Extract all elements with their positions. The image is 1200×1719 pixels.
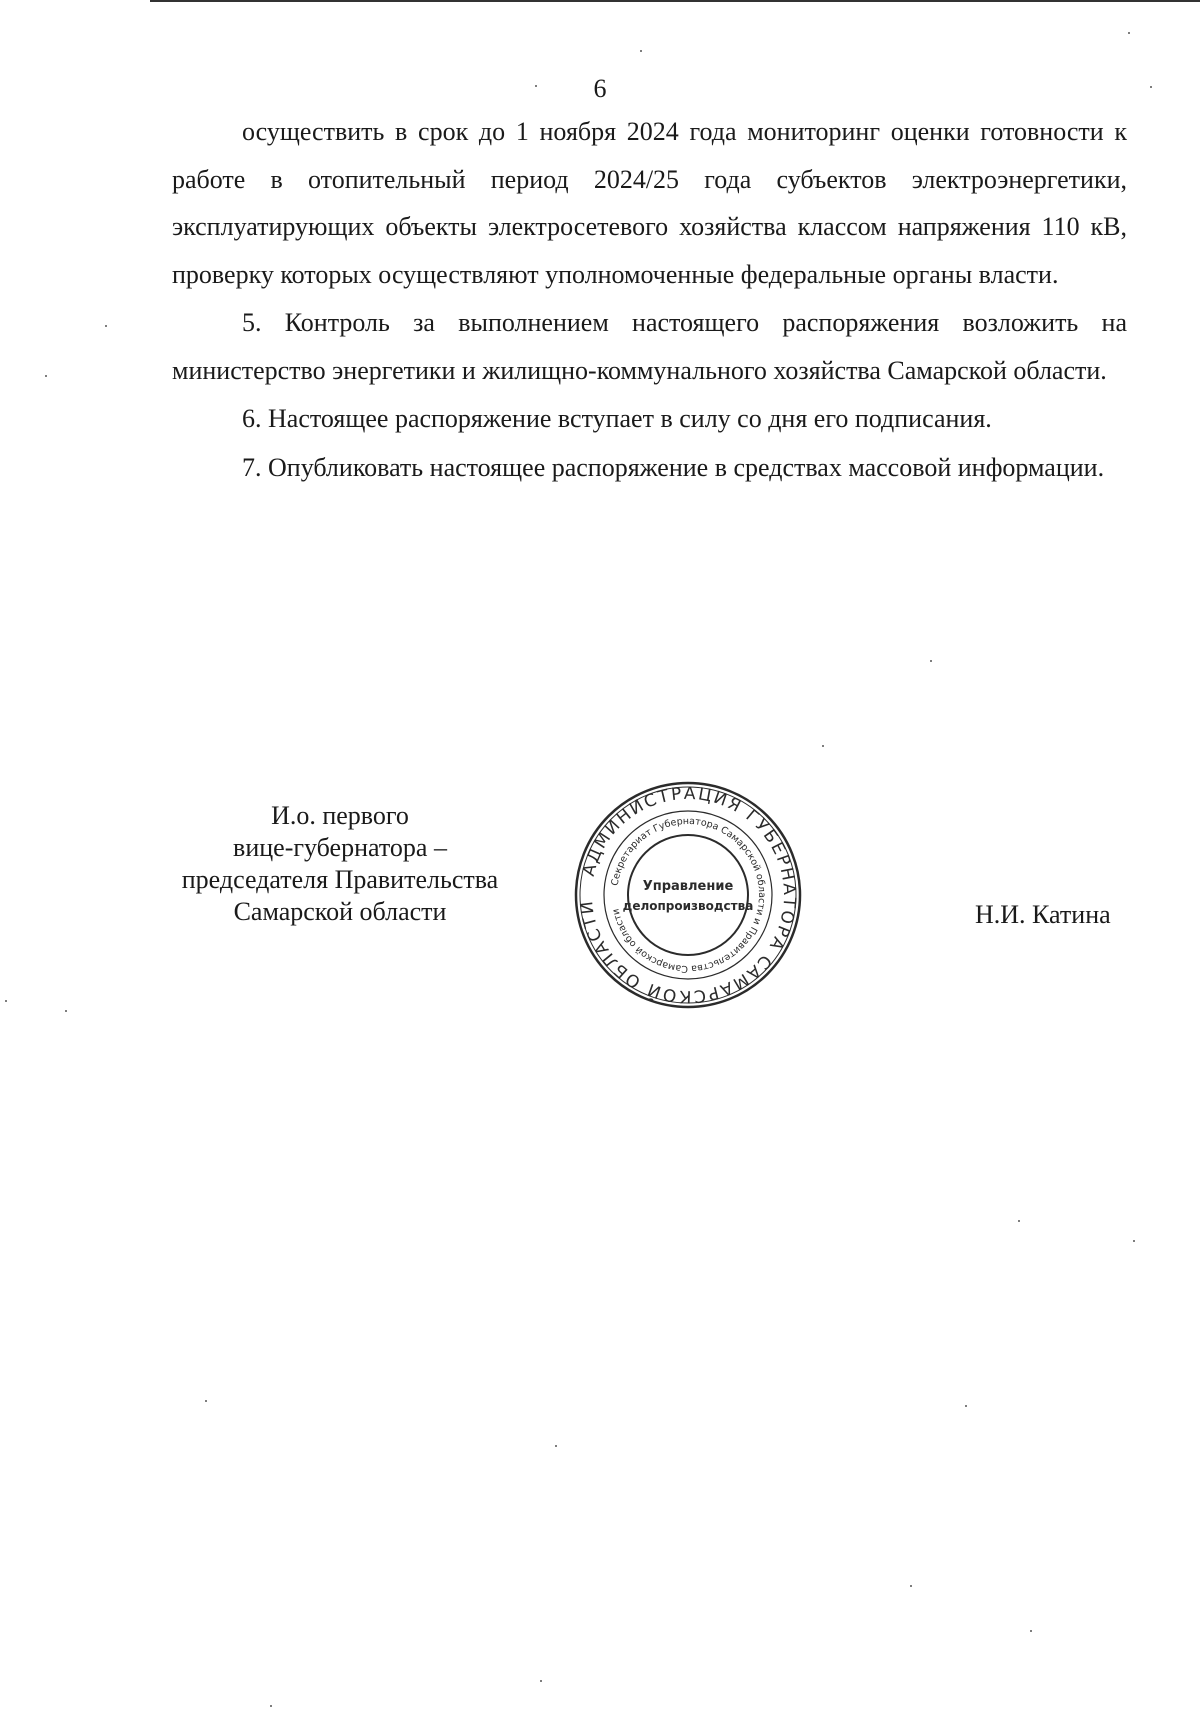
scan-speck: [555, 1445, 557, 1447]
scan-speck: [270, 1705, 272, 1707]
scan-speck: [1018, 1220, 1020, 1222]
scan-speck: [1128, 32, 1130, 34]
scan-speck: [535, 85, 537, 87]
scan-speck: [1133, 1240, 1135, 1242]
signatory-position: [150, 800, 530, 928]
seal-middle-ring: [604, 811, 772, 979]
scan-speck: [640, 50, 642, 52]
scan-speck: [910, 1585, 912, 1587]
svg-text:Секретариат Губернатора Самарс: [610, 816, 767, 974]
seal-outer-text: АДМИНИСТРАЦИЯ ГУБЕРНАТОРА САМАРСКОЙ ОБЛАСТИ: [576, 783, 800, 1007]
scan-speck: [930, 660, 932, 662]
paragraph-publication: 7. Опубликовать настоящее распоряжение в средствах массовой информации.: [242, 452, 1105, 482]
seal-center-line: Управление: [642, 879, 734, 894]
position-line: Самарской области: [233, 897, 447, 926]
signer-name: Н.И. Катина: [975, 900, 1111, 929]
scan-speck: [1030, 1630, 1032, 1632]
scan-speck: [540, 1680, 542, 1682]
scan-speck: [205, 1400, 207, 1402]
seal-inner-ring: [628, 835, 748, 955]
seal-center-line: делопроизводства: [622, 899, 754, 913]
document-body: [172, 108, 1127, 492]
scan-speck: [1150, 86, 1152, 88]
official-seal: [573, 780, 803, 1010]
paragraph-effective-date: 6. Настоящее распоряжение вступает в силу со дня его подписания.: [242, 404, 992, 433]
scan-speck: [822, 745, 824, 747]
paragraph-control: 5. Контроль за выполнением настоящего распоряжения возложить на министерство энергетики и жилищно-коммунального хозяйства Самарской области.: [172, 308, 1127, 385]
seal-inner-text: Секретариат Губернатора Самарской области и Правительства Самарской области: [609, 815, 768, 975]
paragraph-monitoring: осуществить в срок до 1 ноября 2024 года мониторинг оценки готовности к работе в отопительный период 2024/25 года субъектов электроэнергетики, эксплуатирующих объекты электросетевого хозяйства классом напряжения 110 кВ, проверку которых осуществляют уполномоченные федеральные органы власти.: [172, 117, 1127, 289]
position-line: председателя Правительства: [181, 865, 499, 894]
position-line: И.о. первого: [271, 801, 409, 830]
top-border-line: [150, 0, 1200, 2]
scan-speck: [65, 1010, 67, 1012]
seal-graphic: [573, 780, 803, 1010]
scan-speck: [965, 1405, 967, 1407]
scan-speck: [5, 1000, 7, 1002]
scan-speck: [105, 325, 107, 327]
position-line: вице-губернатора –: [233, 833, 447, 862]
page-number: 6: [593, 74, 607, 103]
scan-speck: [45, 375, 47, 377]
